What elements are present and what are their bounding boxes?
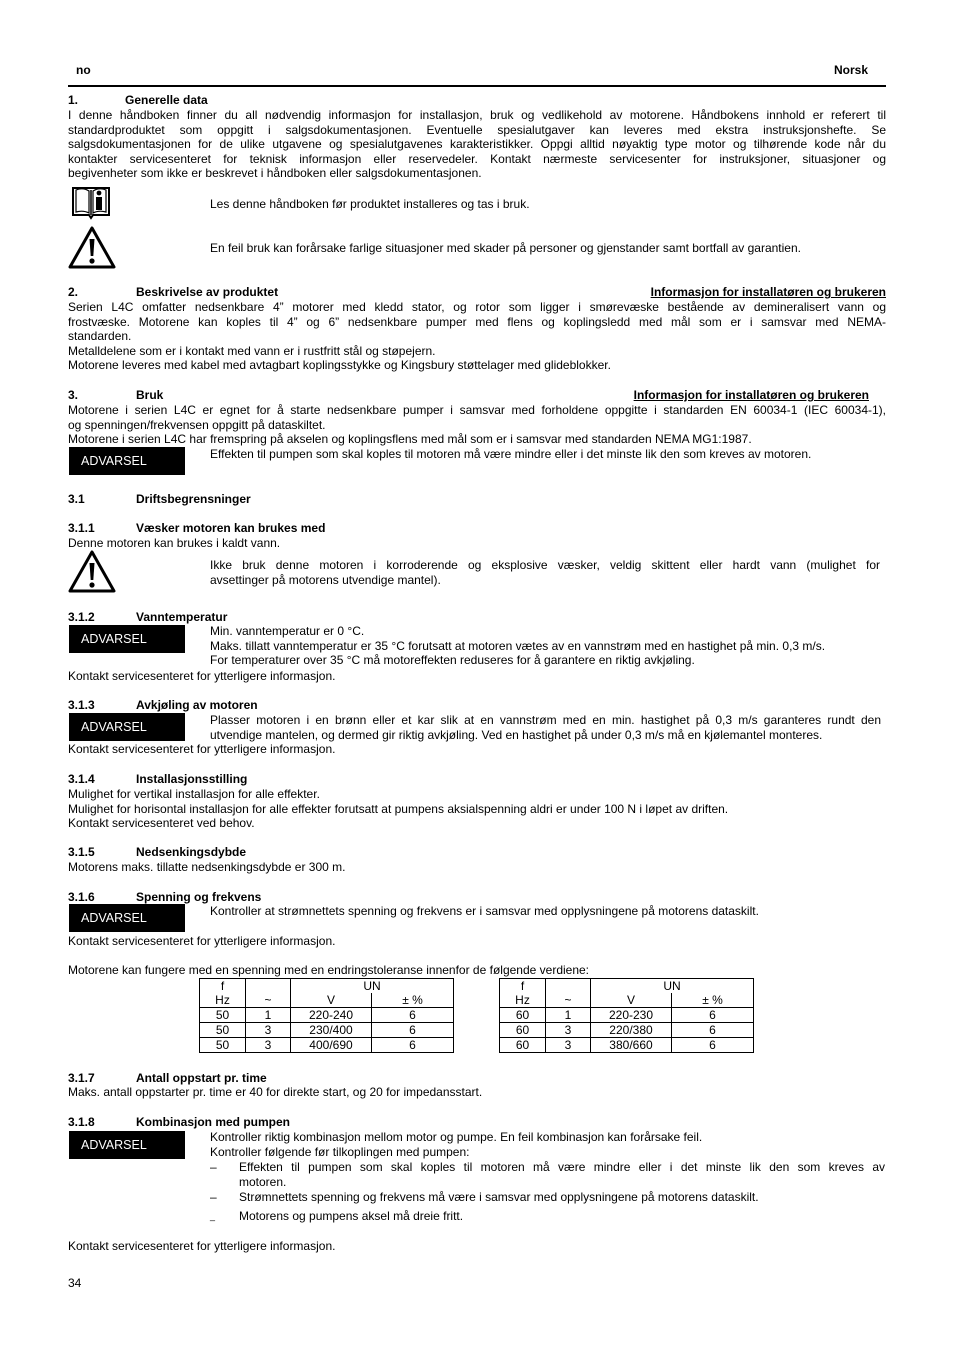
contact-service-note: Kontakt servicesenteret for ytterligere informasjon. [68,742,336,756]
section-3-warning-text: Effekten til pumpen som skal koples til motoren må være mindre eller i det minste lik den som kreves av motoren. [210,447,812,461]
col-tol: ± % [672,993,754,1008]
col-un: UN [591,979,754,994]
list-item-line: Effekten til pumpen som skal koples til motoren må være mindre eller i det minste lik den som kreves av [239,1160,885,1174]
cell: 60 [500,1008,546,1023]
voltage-tolerance-intro: Motorene kan fungere med en spenning med en endringstoleranse innenfor de følgende verdiene: [68,963,590,977]
cell: 3 [546,1023,591,1038]
install-contact: Kontakt servicesenteret ved behov. [68,816,255,831]
language-name: Norsk [833,63,868,77]
section-3-1-4-text [68,787,728,831]
col-hz: Hz [200,993,246,1008]
pump-combination-line: Kontroller følgende før tilkoplingen med pumpen: [210,1144,470,1159]
col-phase-top [246,979,291,994]
section-3-1-3-number: 3.1.3 [68,698,95,712]
section-3-1-1-number: 3.1.1 [68,521,95,535]
warning-label: ADVARSEL [69,625,185,653]
pump-combination-line: Kontroller riktig kombinasjon mellom motor og pumpe. En feil kombinasjon kan forårsake feil. [210,1130,703,1144]
col-f: f [500,979,546,994]
section-3-1-8-text [210,1130,702,1159]
cell: 3 [246,1023,291,1038]
section-2-line: Metalldelene som er i kontakt med vann er i rustfritt stål og støpejern. [68,343,436,358]
section-3-1-1-text: Denne motoren kan brukes i kaldt vann. [68,536,281,550]
section-3-line: Motorene i serien L4C har fremspring på akselen og koplingsflens med mål som er i samsvar med standarden NEMA MG1:1987. [68,432,752,447]
cell: 1 [546,1008,591,1023]
cell: 1 [246,1008,291,1023]
cell: 50 [200,1008,246,1023]
install-horizontal: Mulighet for horisontal installasjon for alle effekter forutsatt at pumpens aksialspenning aldri er under 100 N i løpet av driften. [68,801,729,816]
contact-service-note: Kontakt servicesenteret for ytterligere informasjon. [68,669,336,683]
warning-label: ADVARSEL [69,447,185,475]
section-1-line: salgsdokumentasjonen for de ulike utgavene og spesialutgavenes karakteristikker. Oppgi alltid nøyaktig type motor og tilhørende kode når du [68,137,886,152]
section-3-1-6-number: 3.1.6 [68,890,95,904]
water-temp-max: Maks. tillatt vanntemperatur er 35 °C forutsatt at motoren vætes av en vannstrøm med en hastighet på min. 0,3 m/s. [210,638,826,653]
section-3-1-1-title: Væsker motoren kan brukes med [136,521,326,535]
section-3-1-5-title: Nedsenkingsdybde [136,845,247,859]
read-manual-note: Les denne håndboken før produktet installeres og tas i bruk. [210,197,530,211]
col-f: f [200,979,246,994]
col-tol: ± % [372,993,454,1008]
cell: 6 [672,1008,754,1023]
table-row [200,1038,454,1053]
cell: 230/400 [291,1023,372,1038]
section-2-line: Motorene leveres med kabel med avtagbart koplingsstykke og Kingsbury støttelager med glideblokker. [68,358,611,373]
table-row [200,1008,454,1023]
list-item: Strømnettets spenning og frekvens må være i samsvar med opplysningene på motorens dataskilt. [239,1190,759,1204]
section-2-paragraph [68,300,886,373]
table-row [500,1023,754,1038]
voltage-table-60hz [499,978,754,1053]
cell: 220-240 [291,1008,372,1023]
section-3-1-4-number: 3.1.4 [68,772,95,786]
section-2-line: standarden. [68,329,132,344]
section-3-line: Motorene i serien L4C er egnet for å starte nedsenkbare pumper i samsvar med forholdene oppgitte i standarden EN 60034-1 (IEC 60034-1), [68,403,886,417]
list-item [239,1160,885,1189]
col-phase: ~ [546,993,591,1008]
cell: 6 [672,1023,754,1038]
cell: 60 [500,1023,546,1038]
list-item: Motorens og pumpens aksel må dreie fritt. [239,1209,464,1223]
section-3-1-2-text [210,624,825,668]
water-temp-derate: For temperaturer over 35 °C må motoreffekten reduseres for å garantere en riktig avkjøling. [210,653,695,668]
section-3-paragraph [68,403,886,447]
section-3-1-5-number: 3.1.5 [68,845,95,859]
section-3-1-2-title: Vanntemperatur [136,610,228,624]
list-item-line: motoren. [239,1174,287,1189]
col-hz: Hz [500,993,546,1008]
section-3-1-number: 3.1 [68,492,85,506]
table-row [200,1023,454,1038]
col-phase: ~ [246,993,291,1008]
read-manual-icon [70,184,112,220]
cell: 50 [200,1023,246,1038]
warning-triangle-icon [67,225,117,270]
section-3-number: 3. [68,388,79,402]
table-row [500,1038,754,1053]
cell: 6 [372,1038,454,1053]
warning-label: ADVARSEL [69,1131,185,1159]
warning-label: ADVARSEL [69,713,185,741]
cell: 220-230 [591,1008,672,1023]
cell: 3 [546,1038,591,1053]
section-3-1-2-number: 3.1.2 [68,610,95,624]
section-1-line: I denne håndboken finner du all nødvendig informasjon for installasjon, bruk og vedlikehold av motorene. Håndbokens innhold er referert til [68,108,886,122]
section-3-1-8-title: Kombinasjon med pumpen [136,1115,291,1129]
section-3-1-7-title: Antall oppstart pr. time [136,1071,267,1085]
list-bullet: – [210,1190,217,1204]
section-3-audience: Informasjon for installatøren og brukeren [633,388,869,402]
section-3-1-1-warning-line: Ikke bruk denne motoren i korroderende og eksplosive væsker, veldig skittent eller hardt vann (mulighet for [210,558,880,572]
section-3-1-6-title: Spenning og frekvens [136,890,262,904]
page-number: 34 [68,1276,82,1290]
section-3-1-4-title: Installasjonsstilling [136,772,248,786]
section-3-1-title: Driftsbegrensninger [136,492,251,506]
section-1-line: standardproduktet som oppgitt i salgsdokumentasjonen. Eventuelle spesialutgaver kan leveres med ekstra instruksjonshefte. Se [68,122,886,137]
section-3-1-7-number: 3.1.7 [68,1071,95,1085]
section-2-title: Beskrivelse av produktet [136,285,279,299]
contact-service-note: Kontakt servicesenteret for ytterligere informasjon. [68,1239,336,1253]
cooling-line: Plasser motoren i en brønn eller et kar slik at en vannstrøm med en min. hastighet på 0,3 m/s garanteres rundt den [210,713,881,727]
cell: 60 [500,1038,546,1053]
contact-service-note: Kontakt servicesenteret for ytterligere informasjon. [68,934,336,948]
language-code: no [76,63,91,77]
section-2-line: frostvæske. Motorene kan koples til 4” og 6” nedsenkbare pumper med flens og koplingsledd med mål som er i samsvar med NEMA- [68,314,886,329]
section-1-line: kontakter servicesenteret for teknisk informasjon eller reservedeler. Kontakt nærmeste servicesenter for instruksjoner, situasjoner og [68,151,886,166]
cell: 400/690 [291,1038,372,1053]
cell: 6 [672,1038,754,1053]
section-3-1-3-text [210,713,881,742]
section-1-paragraph [68,108,886,181]
col-un: UN [291,979,454,994]
section-1-line: begivenheter som ikke er beskrevet i håndboken eller salgsdokumentasjonen. [68,166,482,181]
voltage-table-50hz [199,978,454,1053]
section-3-1-3-title: Avkjøling av motoren [136,698,258,712]
table-row [500,1008,754,1023]
warning-label: ADVARSEL [69,904,185,932]
cell: 220/380 [591,1023,672,1038]
warning-triangle-icon [67,549,117,594]
section-2-audience: Informasjon for installatøren og brukeren [650,285,886,299]
cell: 6 [372,1023,454,1038]
section-3-1-5-text: Motorens maks. tillatte nedsenkingsdybde er 300 m. [68,860,346,874]
cooling-line: utvendige mantelen, og dermed gir riktig avkjøling. Ved en hastighet på under 0,3 m/s må en kjølemantel monteres. [210,727,823,742]
cell: 50 [200,1038,246,1053]
header-rule [68,85,886,87]
col-phase-top [546,979,591,994]
cell: 380/660 [591,1038,672,1053]
section-1-title: Generelle data [125,93,208,107]
install-vertical: Mulighet for vertikal installasjon for alle effekter. [68,787,320,801]
section-3-title: Bruk [136,388,164,402]
section-3-1-7-text: Maks. antall oppstarter pr. time er 40 for direkte start, og 20 for impedansstart. [68,1085,483,1099]
section-3-1-1-warning [210,558,880,587]
cell: 3 [246,1038,291,1053]
section-1-number: 1. [68,93,79,107]
section-3-line: og spenningen/frekvensen oppgitt på dataskiltet. [68,417,326,432]
col-v: V [591,993,672,1008]
section-3-1-8-number: 3.1.8 [68,1115,95,1129]
cell: 6 [372,1008,454,1023]
water-temp-min: Min. vanntemperatur er 0 °C. [210,624,365,638]
col-v: V [291,993,372,1008]
section-2-number: 2. [68,285,79,299]
list-bullet: – [210,1160,217,1174]
section-3-1-1-warning-line: avsettinger på motorens utvendige mantel). [210,572,441,587]
section-3-1-6-warning-text: Kontroller at strømnettets spenning og frekvens er i samsvar med opplysningene på motorens dataskilt. [210,904,759,918]
list-bullet: _ [210,1211,216,1221]
section-2-line: Serien L4C omfatter nedsenkbare 4” motorer med kledd stator, og rotor som ligger i smørevæske bestående av demineralisert vann og [68,300,886,314]
misuse-warning-note: En feil bruk kan forårsake farlige situasjoner med skader på personer og gjenstander samt bortfall av garantien. [210,241,801,255]
